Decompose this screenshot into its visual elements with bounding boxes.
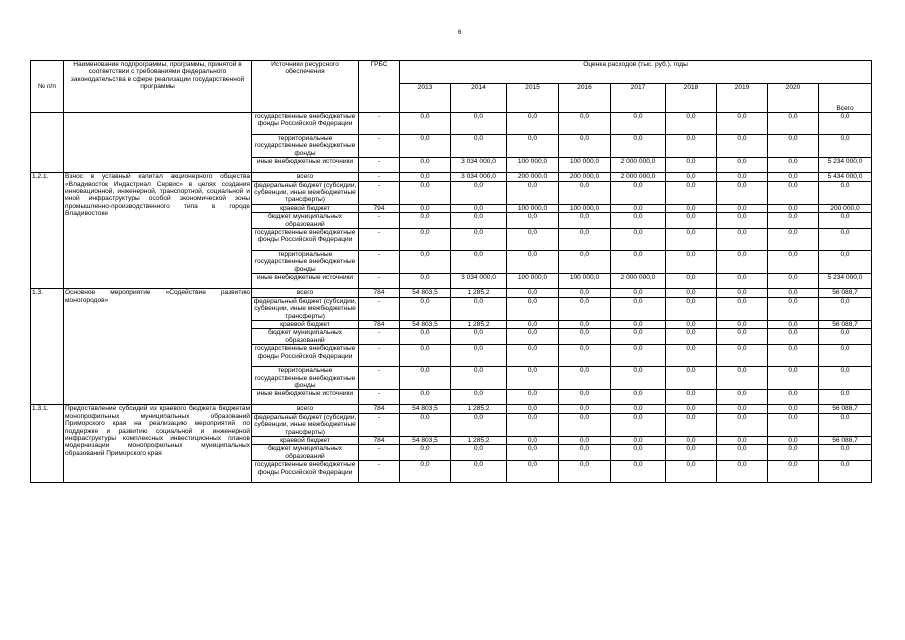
amount-cell: 100 000,0 bbox=[507, 158, 559, 173]
amount-cell: 100 000,0 bbox=[559, 204, 611, 212]
grbs-code: - bbox=[359, 345, 400, 367]
amount-cell: 0,0 bbox=[451, 204, 507, 212]
amount-cell: 0,0 bbox=[768, 113, 819, 135]
amount-cell: 0,0 bbox=[768, 320, 819, 328]
amount-cell: 0,0 bbox=[400, 204, 451, 212]
amount-cell: 100 000,0 bbox=[559, 274, 611, 289]
item-name bbox=[64, 113, 252, 173]
amount-cell: 0,0 bbox=[400, 213, 451, 229]
amount-cell: 0,0 bbox=[666, 204, 717, 212]
amount-cell: 0,0 bbox=[400, 173, 451, 181]
amount-cell: 0,0 bbox=[768, 436, 819, 444]
amount-cell: 0,0 bbox=[768, 213, 819, 229]
amount-total: 0,0 bbox=[819, 413, 872, 436]
amount-total: 0,0 bbox=[819, 135, 872, 158]
amount-total: 5 234 000,0 bbox=[819, 158, 872, 173]
amount-cell: 0,0 bbox=[717, 158, 768, 173]
funding-source: краевой бюджет bbox=[252, 320, 359, 328]
amount-cell: 200 000,0 bbox=[559, 173, 611, 181]
amount-cell: 0,0 bbox=[507, 213, 559, 229]
grbs-code: - bbox=[359, 274, 400, 289]
amount-cell: 0,0 bbox=[611, 345, 666, 367]
amount-cell: 0,0 bbox=[768, 289, 819, 297]
amount-cell: 0,0 bbox=[451, 345, 507, 367]
amount-cell: 0,0 bbox=[451, 113, 507, 135]
amount-cell: 0,0 bbox=[768, 135, 819, 158]
funding-source: краевой бюджет bbox=[252, 436, 359, 444]
amount-total: 0,0 bbox=[819, 251, 872, 274]
amount-total: 0,0 bbox=[819, 461, 872, 483]
amount-cell: 0,0 bbox=[717, 345, 768, 367]
grbs-code: - bbox=[359, 329, 400, 345]
funding-source: территориальные государственные внебюджетные фонды bbox=[252, 367, 359, 390]
amount-cell: 0,0 bbox=[507, 251, 559, 274]
amount-cell: 0,0 bbox=[717, 289, 768, 297]
amount-cell: 0,0 bbox=[559, 329, 611, 345]
funding-source: государственные внебюджетные фонды Российской Федерации bbox=[252, 345, 359, 367]
amount-cell: 0,0 bbox=[400, 274, 451, 289]
amount-cell: 0,0 bbox=[451, 413, 507, 436]
amount-cell: 0,0 bbox=[400, 135, 451, 158]
amount-total: 200 000,0 bbox=[819, 204, 872, 212]
amount-cell: 0,0 bbox=[717, 445, 768, 461]
amount-cell: 0,0 bbox=[507, 135, 559, 158]
amount-cell: 0,0 bbox=[768, 274, 819, 289]
amount-cell: 0,0 bbox=[559, 461, 611, 483]
funding-source: всего bbox=[252, 405, 359, 413]
amount-cell: 0,0 bbox=[611, 213, 666, 229]
item-number bbox=[31, 113, 64, 173]
amount-total: 0,0 bbox=[819, 113, 872, 135]
amount-cell: 0,0 bbox=[768, 413, 819, 436]
header-year: 2019 bbox=[717, 84, 768, 113]
amount-cell: 0,0 bbox=[768, 367, 819, 390]
amount-cell: 0,0 bbox=[768, 405, 819, 413]
amount-cell: 0,0 bbox=[666, 320, 717, 328]
amount-cell: 0,0 bbox=[768, 445, 819, 461]
amount-cell: 0,0 bbox=[507, 320, 559, 328]
amount-cell: 0,0 bbox=[451, 135, 507, 158]
amount-cell: 0,0 bbox=[559, 320, 611, 328]
amount-cell: 0,0 bbox=[400, 345, 451, 367]
amount-cell: 0,0 bbox=[507, 413, 559, 436]
amount-total: 5 234 000,0 bbox=[819, 274, 872, 289]
amount-cell: 0,0 bbox=[611, 320, 666, 328]
amount-cell: 0,0 bbox=[559, 445, 611, 461]
grbs-code: - bbox=[359, 213, 400, 229]
amount-total: 0,0 bbox=[819, 445, 872, 461]
amount-cell: 0,0 bbox=[559, 113, 611, 135]
amount-cell: 0,0 bbox=[717, 251, 768, 274]
amount-cell: 0,0 bbox=[717, 413, 768, 436]
amount-cell: 0,0 bbox=[768, 173, 819, 181]
amount-cell: 1 285,2 bbox=[451, 405, 507, 413]
amount-cell: 0,0 bbox=[400, 229, 451, 251]
amount-cell: 2 000 000,0 bbox=[611, 158, 666, 173]
amount-cell: 0,0 bbox=[507, 461, 559, 483]
grbs-code: - bbox=[359, 251, 400, 274]
amount-cell: 0,0 bbox=[768, 204, 819, 212]
amount-cell: 0,0 bbox=[768, 251, 819, 274]
amount-cell: 0,0 bbox=[717, 405, 768, 413]
amount-cell: 0,0 bbox=[559, 345, 611, 367]
amount-cell: 0,0 bbox=[400, 367, 451, 390]
amount-cell: 0,0 bbox=[717, 113, 768, 135]
amount-cell: 0,0 bbox=[611, 436, 666, 444]
table-row bbox=[31, 405, 872, 413]
amount-total: 0,0 bbox=[819, 345, 872, 367]
item-name: Основное мероприятие «Содействие развитию моногородов» bbox=[64, 289, 252, 405]
amount-cell: 0,0 bbox=[507, 181, 559, 204]
grbs-code: - bbox=[359, 113, 400, 135]
table-row bbox=[31, 113, 872, 135]
amount-cell: 2 000 000,0 bbox=[611, 173, 666, 181]
amount-cell: 0,0 bbox=[717, 274, 768, 289]
item-number: 1.3.1. bbox=[31, 405, 64, 483]
amount-cell: 0,0 bbox=[666, 274, 717, 289]
amount-cell: 0,0 bbox=[666, 436, 717, 444]
funding-source: федеральный бюджет (субсидии, субвенции, иные межбюджетные трансферты) bbox=[252, 413, 359, 436]
amount-cell: 0,0 bbox=[451, 445, 507, 461]
header-estimate: Оценка расходов (тыс. руб.), годы bbox=[400, 61, 872, 84]
amount-cell: 0,0 bbox=[717, 390, 768, 405]
amount-cell: 0,0 bbox=[666, 289, 717, 297]
budget-table bbox=[30, 60, 872, 483]
table-body bbox=[31, 113, 872, 483]
funding-source: всего bbox=[252, 289, 359, 297]
amount-cell: 3 034 000,0 bbox=[451, 173, 507, 181]
amount-cell: 100 000,0 bbox=[559, 158, 611, 173]
amount-cell: 0,0 bbox=[559, 229, 611, 251]
amount-total: 56 088,7 bbox=[819, 405, 872, 413]
amount-cell: 0,0 bbox=[611, 204, 666, 212]
header-year: 2018 bbox=[666, 84, 717, 113]
grbs-code: - bbox=[359, 158, 400, 173]
amount-cell: 0,0 bbox=[666, 135, 717, 158]
amount-total: 0,0 bbox=[819, 297, 872, 320]
amount-cell: 0,0 bbox=[559, 289, 611, 297]
amount-cell: 0,0 bbox=[666, 329, 717, 345]
amount-cell: 0,0 bbox=[611, 445, 666, 461]
amount-total: 0,0 bbox=[819, 181, 872, 204]
amount-cell: 0,0 bbox=[666, 181, 717, 204]
amount-cell: 0,0 bbox=[507, 367, 559, 390]
grbs-code: 794 bbox=[359, 204, 400, 212]
amount-cell: 0,0 bbox=[451, 297, 507, 320]
item-name: Предоставление субсидий из краевого бюджета бюджетам монопрофильных муниципальных образований Приморского края на реализацию мероприятий по поддержке и развитию социальной и инженерной инфраструктуры комплексных инвестиционных планов модернизации монопрофильных муниципальных образований Приморского края bbox=[64, 405, 252, 483]
grbs-code: - bbox=[359, 229, 400, 251]
amount-cell: 0,0 bbox=[611, 113, 666, 135]
grbs-code: - bbox=[359, 297, 400, 320]
funding-source: бюджет муниципальных образований bbox=[252, 213, 359, 229]
funding-source: государственные внебюджетные фонды Российской Федерации bbox=[252, 113, 359, 135]
amount-cell: 54 803,5 bbox=[400, 320, 451, 328]
amount-cell: 0,0 bbox=[717, 173, 768, 181]
amount-cell: 3 034 000,0 bbox=[451, 158, 507, 173]
amount-cell: 0,0 bbox=[451, 251, 507, 274]
item-number: 1.2.1. bbox=[31, 173, 64, 289]
amount-cell: 0,0 bbox=[768, 158, 819, 173]
header-year: 2014 bbox=[451, 84, 507, 113]
amount-cell: 0,0 bbox=[717, 135, 768, 158]
funding-source: бюджет муниципальных образований bbox=[252, 329, 359, 345]
amount-cell: 0,0 bbox=[507, 113, 559, 135]
amount-cell: 0,0 bbox=[611, 289, 666, 297]
amount-cell: 0,0 bbox=[559, 436, 611, 444]
amount-cell: 0,0 bbox=[611, 135, 666, 158]
amount-cell: 54 803,5 bbox=[400, 289, 451, 297]
amount-total: 0,0 bbox=[819, 329, 872, 345]
amount-cell: 100 000,0 bbox=[507, 274, 559, 289]
grbs-code: - bbox=[359, 461, 400, 483]
amount-total: 0,0 bbox=[819, 367, 872, 390]
amount-cell: 0,0 bbox=[717, 181, 768, 204]
amount-cell: 0,0 bbox=[451, 329, 507, 345]
grbs-code: - bbox=[359, 445, 400, 461]
amount-cell: 0,0 bbox=[507, 405, 559, 413]
amount-cell: 54 803,5 bbox=[400, 436, 451, 444]
funding-source: иные внебюджетные источники bbox=[252, 274, 359, 289]
table-row bbox=[31, 289, 872, 297]
amount-cell: 0,0 bbox=[717, 297, 768, 320]
amount-cell: 0,0 bbox=[559, 297, 611, 320]
amount-cell: 0,0 bbox=[611, 181, 666, 204]
amount-cell: 0,0 bbox=[611, 251, 666, 274]
amount-cell: 0,0 bbox=[507, 445, 559, 461]
amount-cell: 0,0 bbox=[666, 173, 717, 181]
amount-total: 0,0 bbox=[819, 213, 872, 229]
amount-cell: 0,0 bbox=[400, 413, 451, 436]
amount-cell: 0,0 bbox=[666, 445, 717, 461]
amount-cell: 0,0 bbox=[666, 213, 717, 229]
amount-cell: 0,0 bbox=[717, 461, 768, 483]
amount-cell: 0,0 bbox=[666, 113, 717, 135]
amount-cell: 3 034 000,0 bbox=[451, 274, 507, 289]
amount-cell: 0,0 bbox=[768, 390, 819, 405]
amount-cell: 0,0 bbox=[611, 461, 666, 483]
grbs-code: - bbox=[359, 413, 400, 436]
grbs-code: - bbox=[359, 367, 400, 390]
amount-cell: 0,0 bbox=[768, 345, 819, 367]
amount-cell: 0,0 bbox=[666, 345, 717, 367]
grbs-code: - bbox=[359, 181, 400, 204]
amount-cell: 0,0 bbox=[559, 213, 611, 229]
amount-cell: 0,0 bbox=[717, 204, 768, 212]
amount-cell: 0,0 bbox=[451, 181, 507, 204]
amount-cell: 0,0 bbox=[611, 329, 666, 345]
amount-total: 0,0 bbox=[819, 390, 872, 405]
header-year: 2015 bbox=[507, 84, 559, 113]
grbs-code: 784 bbox=[359, 320, 400, 328]
amount-total: 5 434 000,0 bbox=[819, 173, 872, 181]
funding-source: всего bbox=[252, 173, 359, 181]
amount-cell: 0,0 bbox=[666, 297, 717, 320]
amount-cell: 0,0 bbox=[768, 229, 819, 251]
amount-cell: 1 285,2 bbox=[451, 289, 507, 297]
amount-cell: 0,0 bbox=[666, 251, 717, 274]
header-year: 2013 bbox=[400, 84, 451, 113]
amount-cell: 0,0 bbox=[611, 405, 666, 413]
grbs-code: - bbox=[359, 173, 400, 181]
amount-cell: 0,0 bbox=[400, 251, 451, 274]
amount-cell: 1 285,2 bbox=[451, 436, 507, 444]
header-total: Всего bbox=[819, 84, 872, 113]
amount-cell: 0,0 bbox=[559, 135, 611, 158]
amount-cell: 0,0 bbox=[559, 181, 611, 204]
grbs-code: 784 bbox=[359, 405, 400, 413]
amount-cell: 0,0 bbox=[507, 229, 559, 251]
amount-cell: 0,0 bbox=[400, 445, 451, 461]
amount-cell: 0,0 bbox=[507, 289, 559, 297]
funding-source: государственные внебюджетные фонды Российской Федерации bbox=[252, 229, 359, 251]
funding-source: территориальные государственные внебюджетные фонды bbox=[252, 135, 359, 158]
amount-cell: 0,0 bbox=[717, 213, 768, 229]
amount-cell: 0,0 bbox=[559, 405, 611, 413]
amount-cell: 0,0 bbox=[400, 390, 451, 405]
funding-source: иные внебюджетные источники bbox=[252, 158, 359, 173]
table-header bbox=[31, 61, 872, 113]
amount-cell: 0,0 bbox=[768, 329, 819, 345]
amount-total: 56 088,7 bbox=[819, 436, 872, 444]
amount-cell: 0,0 bbox=[507, 297, 559, 320]
page-number: 6 bbox=[458, 30, 462, 36]
amount-cell: 0,0 bbox=[611, 413, 666, 436]
amount-cell: 0,0 bbox=[559, 390, 611, 405]
amount-cell: 1 285,2 bbox=[451, 320, 507, 328]
header-year: 2017 bbox=[611, 84, 666, 113]
funding-source: бюджет муниципальных образований bbox=[252, 445, 359, 461]
amount-cell: 0,0 bbox=[611, 390, 666, 405]
amount-cell: 2 000 000,0 bbox=[611, 274, 666, 289]
amount-cell: 0,0 bbox=[400, 158, 451, 173]
item-number: 1.3. bbox=[31, 289, 64, 405]
funding-source: федеральный бюджет (субсидии, субвенции, иные межбюджетные трансферты) bbox=[252, 297, 359, 320]
amount-cell: 0,0 bbox=[507, 329, 559, 345]
amount-cell: 0,0 bbox=[611, 229, 666, 251]
amount-total: 56 088,7 bbox=[819, 320, 872, 328]
header-name: Наименование подпрограммы, программы, принятой в соответствии с требованиями федерального законодательства в сфере реализации государственной программы bbox=[64, 61, 252, 113]
amount-cell: 100 000,0 bbox=[507, 204, 559, 212]
funding-source: федеральный бюджет (субсидии, субвенции, иные межбюджетные трансферты) bbox=[252, 181, 359, 204]
amount-cell: 0,0 bbox=[717, 367, 768, 390]
header-source: Источники ресурсного обеспечения bbox=[252, 61, 359, 113]
amount-cell: 0,0 bbox=[717, 329, 768, 345]
amount-cell: 0,0 bbox=[666, 405, 717, 413]
amount-cell: 0,0 bbox=[559, 367, 611, 390]
table-row bbox=[31, 173, 872, 181]
amount-cell: 0,0 bbox=[666, 158, 717, 173]
amount-cell: 0,0 bbox=[666, 461, 717, 483]
amount-total: 0,0 bbox=[819, 229, 872, 251]
amount-cell: 0,0 bbox=[451, 213, 507, 229]
funding-source: государственные внебюджетные фонды Российской Федерации bbox=[252, 461, 359, 483]
grbs-code: 784 bbox=[359, 289, 400, 297]
amount-total: 56 088,7 bbox=[819, 289, 872, 297]
amount-cell: 0,0 bbox=[666, 229, 717, 251]
amount-cell: 0,0 bbox=[451, 390, 507, 405]
amount-cell: 0,0 bbox=[717, 229, 768, 251]
amount-cell: 0,0 bbox=[400, 329, 451, 345]
amount-cell: 0,0 bbox=[768, 297, 819, 320]
amount-cell: 0,0 bbox=[400, 461, 451, 483]
amount-cell: 54 803,5 bbox=[400, 405, 451, 413]
amount-cell: 0,0 bbox=[666, 367, 717, 390]
amount-cell: 0,0 bbox=[611, 297, 666, 320]
header-grbs: ГРБС bbox=[359, 61, 400, 113]
grbs-code: 784 bbox=[359, 436, 400, 444]
amount-cell: 0,0 bbox=[717, 436, 768, 444]
amount-cell: 0,0 bbox=[400, 181, 451, 204]
amount-cell: 0,0 bbox=[666, 413, 717, 436]
grbs-code: - bbox=[359, 390, 400, 405]
amount-cell: 0,0 bbox=[451, 229, 507, 251]
amount-cell: 0,0 bbox=[666, 390, 717, 405]
amount-cell: 0,0 bbox=[559, 413, 611, 436]
amount-cell: 0,0 bbox=[559, 251, 611, 274]
amount-cell: 0,0 bbox=[507, 436, 559, 444]
funding-source: территориальные государственные внебюджетные фонды bbox=[252, 251, 359, 274]
amount-cell: 0,0 bbox=[400, 113, 451, 135]
amount-cell: 0,0 bbox=[507, 345, 559, 367]
item-name: Взнос в уставный капитал акционерного общества «Владивосток Индастриал Сервис» в целях создания инновационной, инженерной, транспортной, социальной и иной инфраструктуры особой экономической зоны промышленно-производственного типа в городе Владивостоке bbox=[64, 173, 252, 289]
amount-cell: 0,0 bbox=[768, 181, 819, 204]
header-year: 2020 bbox=[768, 84, 819, 113]
header-year: 2016 bbox=[559, 84, 611, 113]
amount-cell: 0,0 bbox=[611, 367, 666, 390]
funding-source: иные внебюджетные источники bbox=[252, 390, 359, 405]
header-num: № п/п bbox=[31, 61, 64, 113]
amount-cell: 0,0 bbox=[400, 297, 451, 320]
amount-cell: 0,0 bbox=[451, 367, 507, 390]
amount-cell: 0,0 bbox=[768, 461, 819, 483]
amount-cell: 0,0 bbox=[717, 320, 768, 328]
amount-cell: 0,0 bbox=[507, 390, 559, 405]
grbs-code: - bbox=[359, 135, 400, 158]
amount-cell: 200 000,0 bbox=[507, 173, 559, 181]
funding-source: краевой бюджет bbox=[252, 204, 359, 212]
amount-cell: 0,0 bbox=[451, 461, 507, 483]
